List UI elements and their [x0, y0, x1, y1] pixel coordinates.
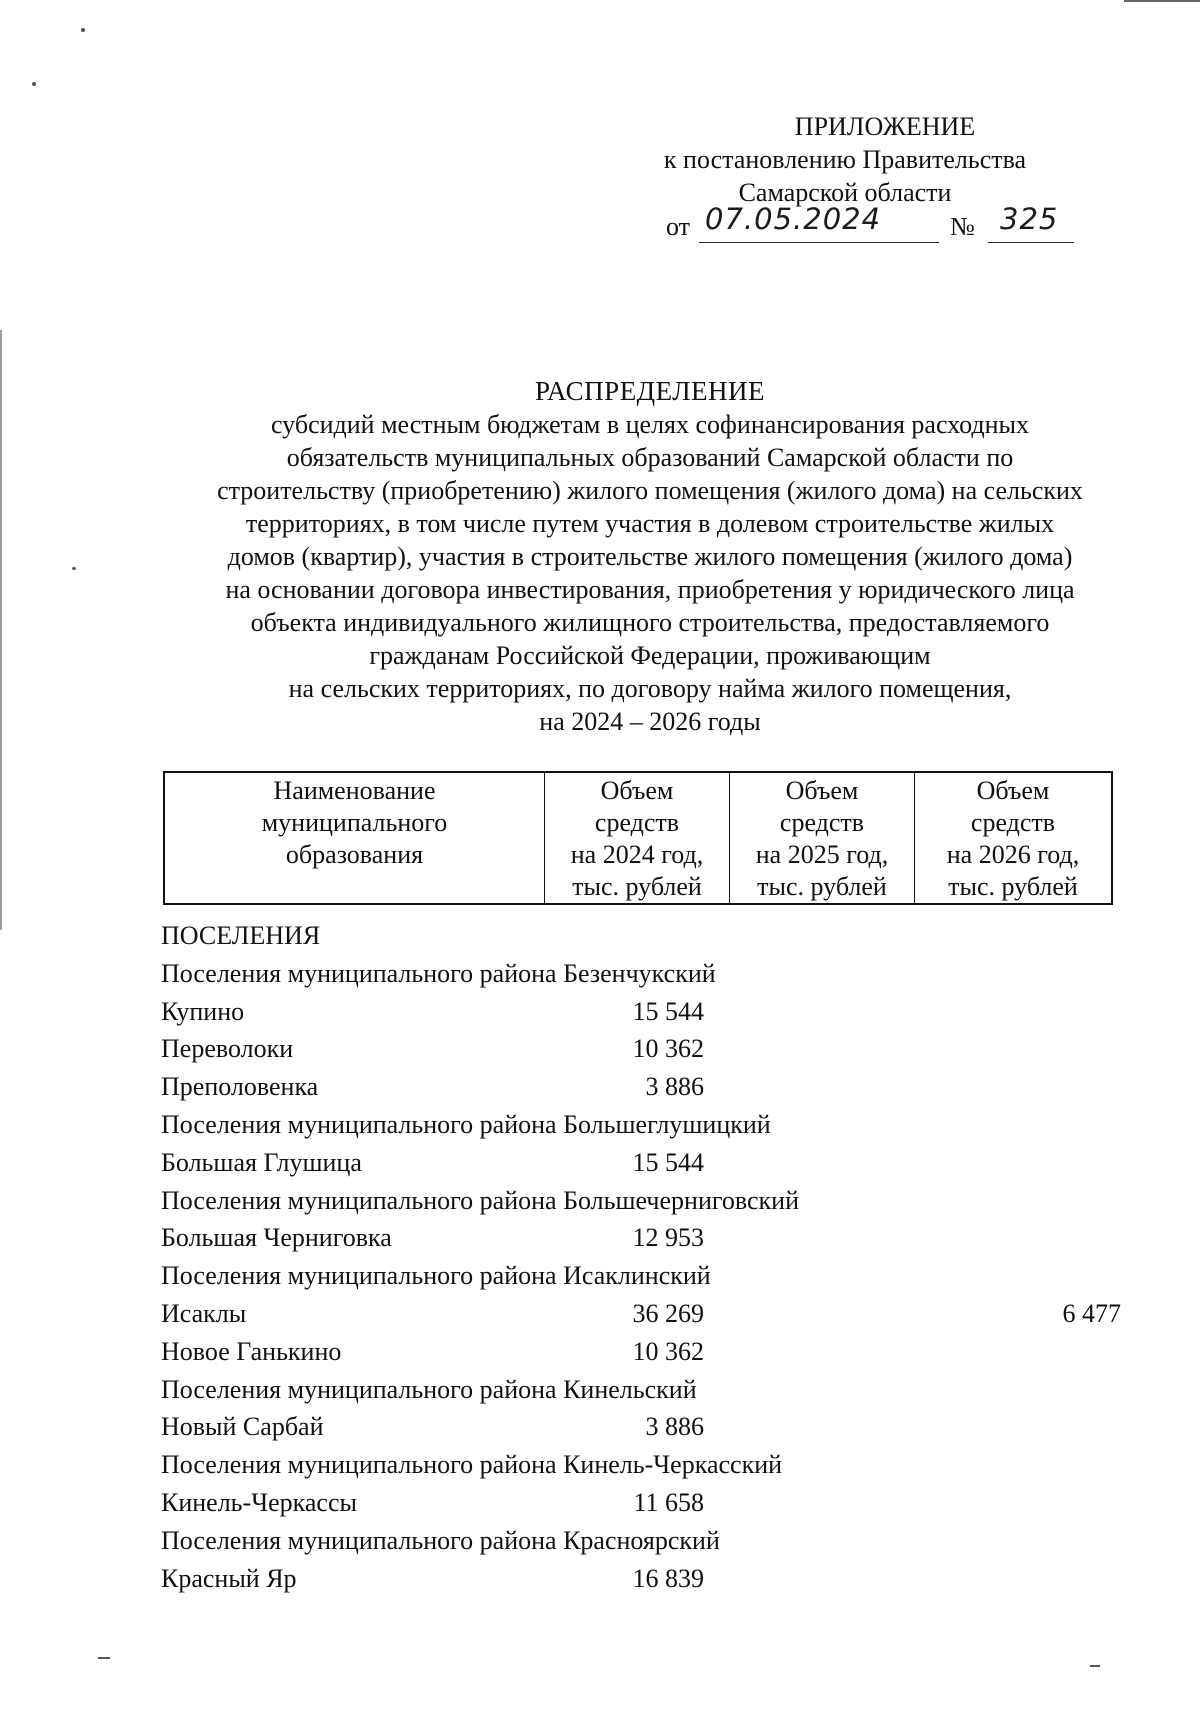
- row-name: Поселения муниципального района Кинельский: [161, 1374, 697, 1404]
- heading-line: на сельских территориях, по договору найма жилого помещения,: [288, 674, 1012, 703]
- heading-title: РАСПРЕДЕЛЕНИЕ: [534, 376, 766, 406]
- scan-speck: [1090, 1665, 1100, 1667]
- heading-line: строительству (приобретению) жилого помещения (жилого дома) на сельских: [217, 476, 1083, 505]
- heading-line: территориях, в том числе путем участия в долевом строительстве жилых: [245, 509, 1055, 538]
- row-name: ПОСЕЛЕНИЯ: [161, 921, 321, 950]
- header-text: средств: [779, 808, 865, 837]
- header-text: образования: [285, 840, 424, 869]
- table-row: [161, 1446, 1141, 1484]
- heading-line: субсидий местным бюджетам в целях софинансирования расходных: [270, 410, 1030, 439]
- value-2024: 16 839: [632, 1563, 704, 1593]
- row-name: Кинель-Черкассы: [161, 1487, 357, 1517]
- appendix-title: ПРИЛОЖЕНИЕ: [794, 112, 976, 141]
- header-text: тыс. рублей: [948, 872, 1078, 901]
- row-name: Поселения муниципального района Исаклинский: [161, 1261, 711, 1291]
- value-2024: 15 544: [632, 996, 704, 1026]
- table-row: [161, 1257, 1141, 1295]
- table-row: [161, 1144, 1141, 1182]
- date-prefix: от: [666, 212, 691, 241]
- scan-speck: [81, 28, 85, 32]
- heading-line: объекта индивидуального жилищного строительства, предоставляемого: [250, 608, 1050, 637]
- row-name: Поселения муниципального района Кинель-Черкасский: [161, 1450, 783, 1480]
- table-row: [161, 917, 1141, 955]
- row-name: Поселения муниципального района Большеглушицкий: [161, 1109, 771, 1139]
- header-text: тыс. рублей: [757, 872, 887, 901]
- header-text: Объем: [600, 776, 674, 805]
- row-name: Преполовенка: [161, 1072, 319, 1102]
- heading-line: гражданам Российской Федерации, проживающим: [369, 641, 931, 670]
- header-cell-name: [165, 773, 545, 903]
- appendix-block: [620, 110, 1070, 209]
- table-header: [163, 771, 1113, 905]
- row-name: Поселения муниципального района Большечерниговский: [161, 1185, 800, 1215]
- table-row: [161, 1030, 1141, 1068]
- scan-edge-line: [0, 330, 2, 930]
- value-2024: 12 953: [632, 1223, 704, 1253]
- value-2024: 11 658: [633, 1487, 704, 1517]
- table-row: [161, 1295, 1141, 1333]
- row-name: Большая Черниговка: [161, 1223, 392, 1253]
- value-2024: 36 269: [632, 1298, 704, 1328]
- header-text: средств: [594, 808, 680, 837]
- row-name: Новое Ганькино: [161, 1336, 342, 1366]
- table-row: [161, 1560, 1141, 1598]
- row-name: Новый Сарбай: [161, 1412, 324, 1442]
- header-text: на 2026 год,: [946, 840, 1080, 869]
- value-2024: 10 362: [632, 1034, 704, 1064]
- header-text: тыс. рублей: [572, 872, 702, 901]
- table-body: [161, 917, 1141, 1597]
- appendix-line-2: Самарской области: [738, 178, 952, 207]
- table-row: [161, 993, 1141, 1031]
- date-field: [699, 202, 939, 243]
- table-row: [161, 1106, 1141, 1144]
- value-2026: 6 477: [1062, 1298, 1121, 1328]
- header-cell-2026: [915, 773, 1111, 903]
- handwritten-number: 325: [1000, 202, 1059, 236]
- document-heading: [150, 375, 1150, 738]
- table-row: [161, 1219, 1141, 1257]
- row-name: Купино: [161, 996, 245, 1026]
- row-name: Большая Глушица: [161, 1147, 362, 1177]
- header-text: на 2025 год,: [755, 840, 889, 869]
- row-name: Исаклы: [161, 1298, 247, 1328]
- header-text: Объем: [976, 776, 1050, 805]
- number-field: [988, 202, 1074, 243]
- heading-line: на 2024 – 2026 годы: [539, 707, 761, 736]
- table-row: [161, 1408, 1141, 1446]
- table-row: [161, 1333, 1141, 1371]
- heading-line: обязательств муниципальных образований Самарской области по: [286, 443, 1014, 472]
- table-row: [161, 1182, 1141, 1220]
- handwritten-date: 07.05.2024: [705, 202, 882, 236]
- row-name: Поселения муниципального района Красноярский: [161, 1525, 720, 1555]
- table-row: [161, 1484, 1141, 1522]
- appendix-date-number: [666, 202, 1086, 246]
- heading-line: домов (квартир), участия в строительстве жилого помещения (жилого дома): [227, 542, 1073, 571]
- number-sign: №: [950, 212, 975, 241]
- appendix-line-1: к постановлению Правительства: [663, 145, 1027, 174]
- header-text: средств: [970, 808, 1056, 837]
- header-cell-2024: [545, 773, 730, 903]
- table-row: [161, 955, 1141, 993]
- header-cell-2025: [730, 773, 915, 903]
- value-2024: 10 362: [632, 1336, 704, 1366]
- table-row: [161, 1522, 1141, 1560]
- value-2024: 3 886: [645, 1072, 704, 1102]
- scan-speck: [32, 82, 36, 86]
- row-name: Красный Яр: [161, 1563, 297, 1593]
- heading-line: на основании договора инвестирования, приобретения у юридического лица: [225, 575, 1075, 604]
- table-row: [161, 1068, 1141, 1106]
- header-text: Объем: [785, 776, 859, 805]
- header-text: на 2024 год,: [570, 840, 704, 869]
- scan-speck: [98, 1657, 110, 1659]
- header-text: Наименование: [273, 776, 436, 805]
- scan-speck: [72, 567, 76, 570]
- row-name: Переволоки: [161, 1034, 294, 1064]
- row-name: Поселения муниципального района Безенчукский: [161, 958, 716, 988]
- table-row: [161, 1371, 1141, 1409]
- value-2024: 15 544: [632, 1147, 704, 1177]
- header-text: муниципального: [261, 808, 448, 837]
- scan-edge-line: [1124, 0, 1200, 2]
- value-2024: 3 886: [645, 1412, 704, 1442]
